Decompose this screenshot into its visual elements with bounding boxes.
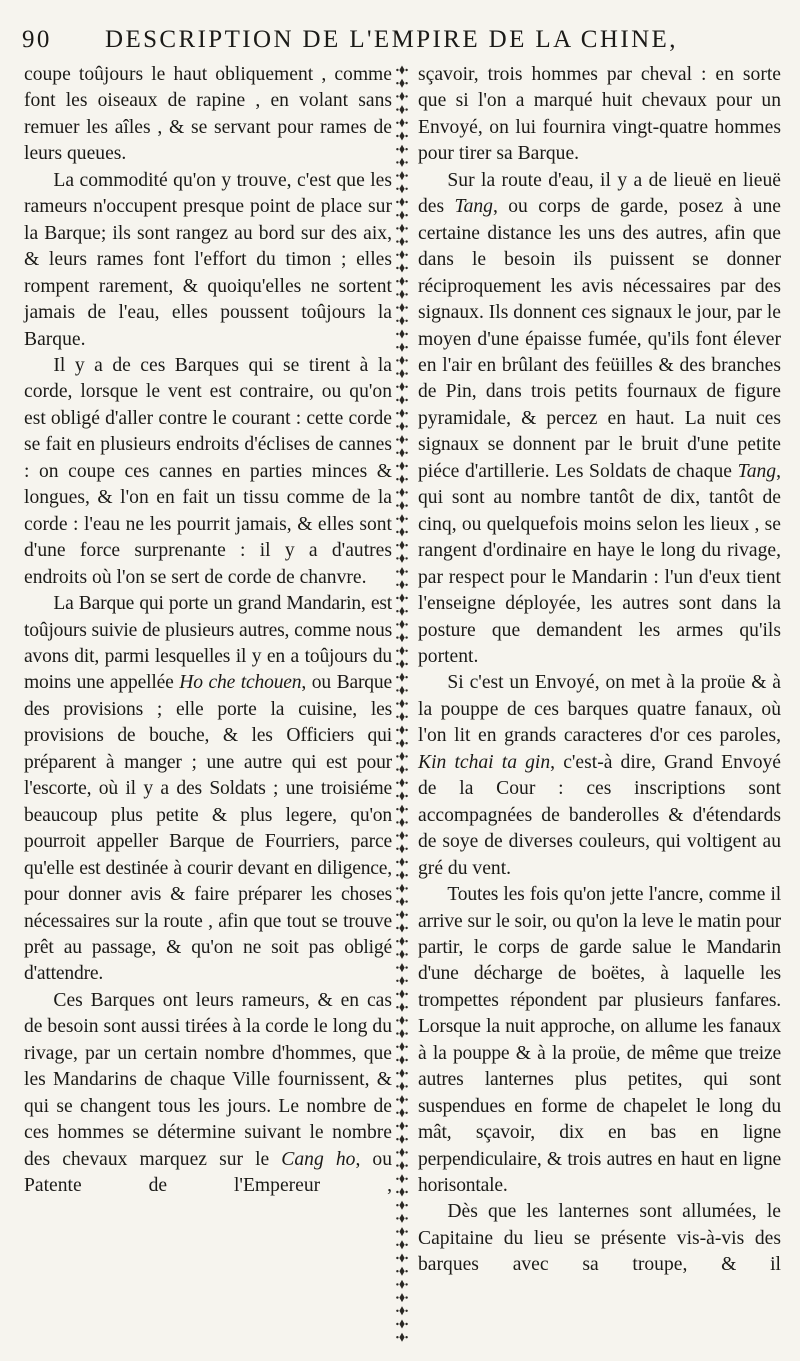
paragraph: La commodité qu'on y trouve, c'est que les rameurs n'occupent presque point de place sur la Barque; ils sont rangez au bord sur des aix, & leurs rames font l'effort du timon ; elles rompent rarement, & quoiqu'elles ne sortent jamais de l'eau, elles poussent toûjours la Barque. [24,169,392,350]
fleuron-ornament [396,1320,408,1329]
fleuron-ornament [396,1082,408,1091]
text-run: , ou corps de garde, posez à une certaine distance les uns des autres, afin que dans le besoin ils puissent se donner réciproquement les avis nécessaires par des signaux. Ils donnent ces signaux le jour, par le moyen d'une épaisse fumée, qu'ils font élever en l'air en brûlant des feüilles & des branches de Pin, dans trois petits fournaux de figure pyramidale, & percez en haut. La nuit ces signaux se donnent par le bruit d'une petite piéce d'artillerie. Les Soldats de chaque [418,196,781,482]
fleuron-ornament [396,1148,408,1157]
fleuron-ornament [396,118,408,127]
text-run: , c'est-à dire, Grand Envoyé de la Cour : ces inscriptions sont accompagnées de banderolles & d'étendards de soye de diverses couleurs, qui voltigent au gré du vent. [418,751,781,879]
fleuron-ornament [396,580,408,589]
fleuron-ornament [396,145,408,154]
fleuron-ornament [396,330,408,339]
fleuron-ornament [396,171,408,180]
fleuron-ornament [396,884,408,893]
fleuron-ornament [396,514,408,523]
fleuron-ornament [396,448,408,457]
fleuron-ornament [396,1122,408,1131]
text-run: Sur la route d'eau, il y a de lieuë en lieuë des [418,169,781,218]
fleuron-ornament [396,1174,408,1183]
fleuron-ornament [396,594,408,603]
fleuron-ornament [396,1201,408,1210]
fleuron-ornament [396,1135,408,1144]
fleuron-ornament [396,198,408,207]
paragraph: Il y a de ces Barques qui se tirent à la corde, lorsque le vent est contraire, ou qu'on est obligé d'aller contre le courant : cette corde se fait en plusieurs endroits d'éclises de cannes : on coupe ces cannes en parties minces & longues, & l'on en fait un tissu comme de la corde : l'eau ne les pourrit jamais, & elles sont d'une force surprenante : il y a d'autres endroits où l'on se sert de corde de chanvre. [24,354,392,588]
chinese-term: Tang [737,460,777,482]
paragraph [418,670,781,882]
fleuron-ornament [396,1240,408,1249]
fleuron-ornament [396,92,408,101]
fleuron-ornament [396,1254,408,1263]
fleuron-ornament [396,224,408,233]
fleuron-ornament [396,422,408,431]
fleuron-ornament [396,646,408,655]
fleuron-ornament [396,1280,408,1289]
fleuron-ornament [396,462,408,471]
fleuron-ornament [396,237,408,246]
fleuron-ornament [396,1227,408,1236]
paragraph [24,988,392,1200]
chinese-term: Cang ho [281,1148,356,1170]
fleuron-ornament [396,831,408,840]
fleuron-ornament [396,396,408,405]
fleuron-ornament [396,1042,408,1051]
fleuron-ornament [396,290,408,299]
fleuron-ornament [396,211,408,220]
fleuron-ornament [396,1095,408,1104]
fleuron-ornament [396,752,408,761]
paragraph: Toutes les fois qu'on jette l'ancre, comme il arrive sur le soir, ou qu'on la leve le matin pour partir, le corps de garde salue le Mandarin d'une décharge de boëtes, à laquelle les trompettes répondent par plusieurs fanfares. Lorsque la nuit approche, on allume les fanaux à la pouppe & à la proüe, de même que treize autres lanternes plus petites, qui sont suspendues en forme de chapelet le long du mât, sçavoir, dix en bas en ligne perpendiculaire, & trois autres en haut en ligne horisontale. [418,884,781,1197]
running-header [22,26,792,62]
fleuron-ornament [396,950,408,959]
fleuron-ornament [396,910,408,919]
fleuron-ornament [396,673,408,682]
text-run: , qui sont au nombre tantôt de dix, tantôt de cinq, ou quelquefois moins selon les lieux , se rangent d'ordinaire en haye le long du rivage, par respect pour le Mandarin : l'un d'eux tient l'enseigne déployée, les autres sont dans la posture que demandent les armes qu'ils portent. [418,460,781,667]
fleuron-ornament [396,620,408,629]
fleuron-ornament [396,792,408,801]
fleuron-ornament [396,871,408,880]
fleuron-ornament [396,1293,408,1302]
ornament-column [393,64,411,1354]
text-run: Si c'est un Envoyé, on met à la proüe & à la pouppe de ces barques quatre fanaux, où l'on lit en grands caracteres d'or ces paroles, [418,672,781,747]
text-run: , ou Barque des provisions ; elle porte la cuisine, les provisions de bouche, & les Officiers qui préparent à manger ; une autre qui est pour l'escorte, où il y a des Soldats ; une troisiéme beaucoup plus petite & plus legere, qu'on pourroit appeller Barque de Fourriers, parce qu'elle est destinée à courir devant en diligence, pour donner avis & faire préparer les choses nécessaires sur la route , afin que tout se trouve prêt au passage, & qu'on ne soit pas obligé d'attendre. [24,672,393,985]
fleuron-ornament [396,726,408,735]
fleuron-ornament [396,264,408,273]
right-column [418,62,781,1279]
fleuron-ornament [396,818,408,827]
fleuron-ornament [396,250,408,259]
fleuron-ornament [396,963,408,972]
fleuron-ornament [396,488,408,497]
fleuron-ornament [396,66,408,75]
fleuron-ornament [396,699,408,708]
ornamental-column-rule [393,64,411,1354]
fleuron-ornament [396,356,408,365]
fleuron-ornament [396,660,408,669]
fleuron-ornament [396,633,408,642]
fleuron-ornament [396,805,408,814]
fleuron-ornament [396,990,408,999]
fleuron-ornament [396,409,408,418]
fleuron-ornament [396,501,408,510]
fleuron-ornament [396,1188,408,1197]
fleuron-ornament [396,924,408,933]
page-number: 90 [22,26,52,53]
fleuron-ornament [396,528,408,537]
fleuron-ornament [396,1029,408,1038]
paragraph [418,168,781,671]
fleuron-ornament [396,1016,408,1025]
fleuron-ornament [396,1161,408,1170]
fleuron-ornament [396,1333,408,1342]
fleuron-ornament [396,184,408,193]
fleuron-ornament [396,1069,408,1078]
fleuron-ornament [396,158,408,167]
fleuron-ornament [396,1056,408,1065]
fleuron-ornament [396,765,408,774]
text-run: La Barque qui porte un grand Mandarin, est toûjours suivie de plusieurs autres, comme nous avons dit, parmi lesquelles il y en a toûjours du moins une appellée [24,593,392,694]
fleuron-ornament [396,554,408,563]
fleuron-ornament [396,1306,408,1315]
fleuron-ornament [396,1267,408,1276]
fleuron-ornament [396,475,408,484]
fleuron-ornament [396,105,408,114]
fleuron-ornament [396,541,408,550]
fleuron-ornament [396,277,408,286]
fleuron-ornament [396,369,408,378]
fleuron-ornament [396,778,408,787]
fleuron-ornament [396,1108,408,1117]
chinese-term: Tang [454,196,493,218]
text-run: Ces Barques ont leurs rameurs, & en cas de besoin sont aussi tirées à la corde le long du rivage, par un certain nombre d'hommes, que les Mandarins de chaque Ville fournissent, & qui se changent tous les jours. Le nombre de ces hommes se détermine suivant le nombre des chevaux marquez sur le [24,989,392,1170]
text-run: , ou Patente de l'Empereur , [24,1148,393,1197]
paragraph: coupe toûjours le haut obliquement , comme font les oiseaux de rapine , en volant sans remuer les aîles , & se servant pour rames de leurs queues. [24,64,392,165]
paragraph: sçavoir, trois hommes par cheval : en sorte que si l'on a marqué huit chevaux pour un Envoyé, on lui fournira vingt-quatre hommes pour tirer sa Barque. [418,64,781,165]
fleuron-ornament [396,1003,408,1012]
fleuron-ornament [396,976,408,985]
paragraph: Dès que les lanternes sont allumées, le Capitaine du lieu se présente vis-à-vis des barques avec sa troupe, & il [418,1201,781,1276]
fleuron-ornament [396,79,408,88]
fleuron-ornament [396,303,408,312]
fleuron-ornament [396,686,408,695]
fleuron-ornament [396,897,408,906]
fleuron-ornament [396,607,408,616]
fleuron-ornament [396,382,408,391]
fleuron-ornament [396,343,408,352]
fleuron-ornament [396,132,408,141]
fleuron-ornament [396,435,408,444]
fleuron-ornament [396,567,408,576]
running-title: DESCRIPTION DE L'EMPIRE DE LA CHINE, [105,26,678,53]
fleuron-ornament [396,712,408,721]
fleuron-ornament [396,844,408,853]
chinese-term: Kin tchai ta gin [418,751,551,773]
fleuron-ornament [396,739,408,748]
fleuron-ornament [396,937,408,946]
fleuron-ornament [396,316,408,325]
fleuron-ornament [396,858,408,867]
fleuron-ornament [396,1214,408,1223]
chinese-term: Ho che tchouen [179,672,302,694]
left-column [24,62,392,1199]
paragraph [24,591,392,988]
